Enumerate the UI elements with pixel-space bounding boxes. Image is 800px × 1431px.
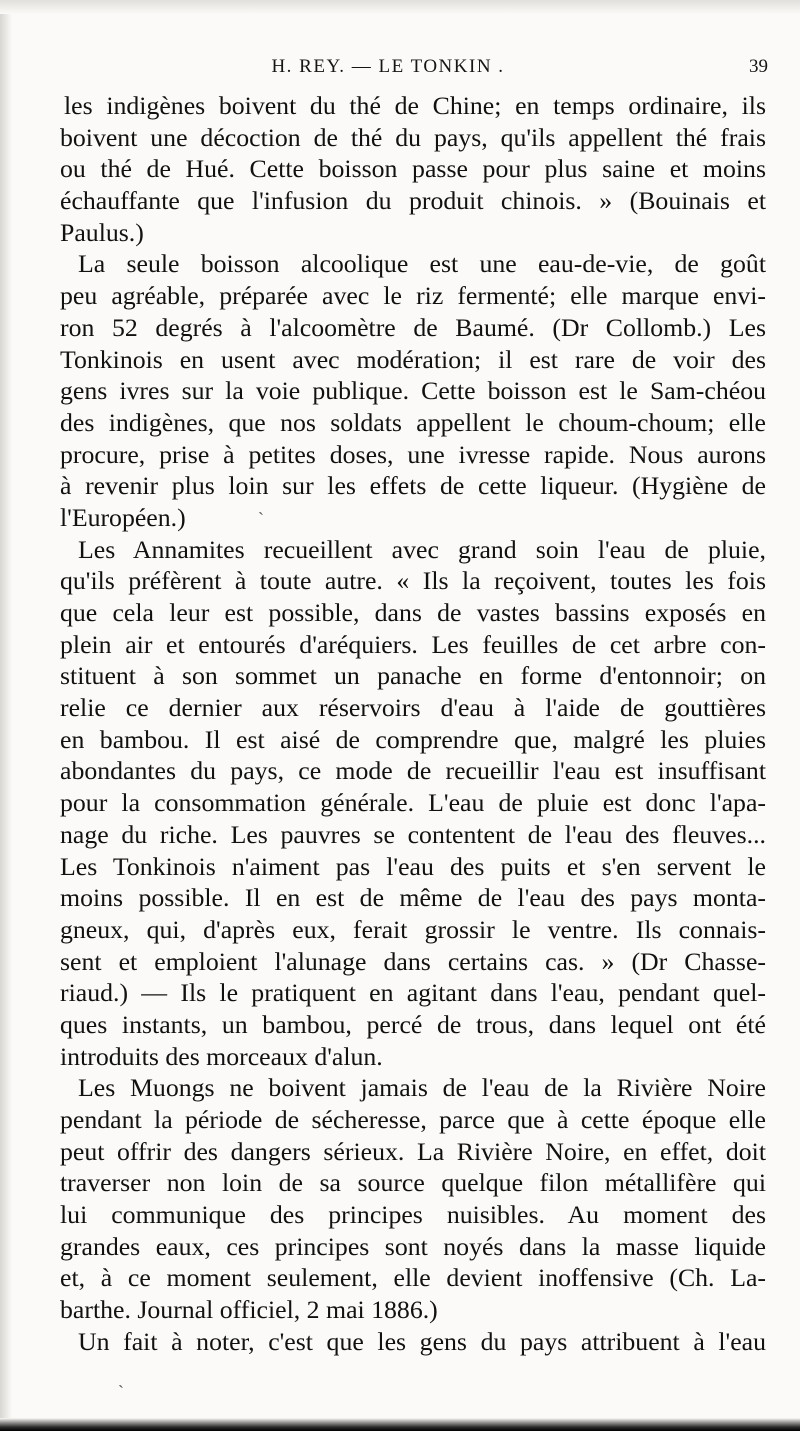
text-line: abondantes du pays, ce mode de recueillir l'eau est insuffisant [60, 756, 766, 786]
text-line: sent et emploient l'alunage dans certains cas. » (Dr Chasse- [60, 946, 766, 976]
text-line: à revenir plus loin sur les effets de cette liqueur. (Hygiène de [60, 471, 766, 501]
stray-ink-mark: ˏ [258, 495, 264, 515]
text-line: gneux, qui, d'après eux, ferait grossir le ventre. Ils connais- [60, 914, 766, 944]
text-line: riaud.) — Ils le pratiquent en agitant dans l'eau, pendant quel- [60, 978, 766, 1008]
text-line: peut offrir des dangers sérieux. La Rivière Noire, en effet, doit [60, 1136, 766, 1166]
text-line: ron 52 degrés à l'alcoomètre de Baumé. (Dr Collomb.) Les [60, 312, 766, 342]
text-line: lui communique des principes nuisibles. Au moment des [60, 1200, 766, 1230]
text-line: ou thé de Hué. Cette boisson passe pour plus saine et moins [60, 154, 766, 184]
text-line: plein air et entourés d'aréquiers. Les feuilles de cet arbre con- [60, 629, 766, 659]
stray-ink-mark: ˎ [118, 1368, 124, 1388]
running-head: H. REY. — LE TONKIN . [271, 56, 505, 77]
text-line: moins possible. Il en est de même de l'eau des pays monta- [60, 883, 766, 913]
body-text [60, 90, 766, 1358]
text-line: l'Européen.) [60, 502, 186, 532]
text-line: en bambou. Il est aisé de comprendre que, malgré les pluies [60, 724, 766, 754]
text-line: Les Annamites recueillent avec grand soin l'eau de pluie, [78, 534, 766, 564]
text-line: pour la consommation générale. L'eau de pluie est donc l'apa- [60, 788, 766, 818]
text-line: peu agréable, préparée avec le riz fermenté; elle marque envi- [60, 281, 766, 311]
text-line: pendant la période de sécheresse, parce que à cette époque elle [60, 1105, 766, 1134]
text-line: qu'ils préfèrent à toute autre. « Ils la reçoivent, toutes les fois [60, 566, 766, 596]
page-top-edge [0, 0, 800, 14]
text-line: les indigènes boivent du thé de Chine; en temps ordinaire, ils [64, 91, 766, 120]
text-line: et, à ce moment seulement, elle devient inoffensive (Ch. La- [60, 1263, 766, 1293]
text-line: stituent à son sommet un panache en forme d'entonnoir; on [60, 661, 766, 691]
text-line: La seule boisson alcoolique est une eau-de-vie, de goût [78, 249, 766, 279]
page-number: 39 [749, 56, 768, 77]
text-line: Les Muongs ne boivent jamais de l'eau de la Rivière Noire [78, 1073, 766, 1103]
text-line: introduits des morceaux d'alun. [60, 1041, 383, 1071]
text-line: Les Tonkinois n'aiment pas l'eau des puits et s'en servent le [60, 851, 766, 881]
text-line: relie ce dernier aux réservoirs d'eau à l'aide de gouttières [60, 693, 766, 723]
page-bottom-edge [0, 1418, 800, 1431]
page-binding-shadow [0, 0, 12, 1431]
text-line: barthe. Journal officiel, 2 mai 1886.) [60, 1295, 438, 1325]
text-line: ques instants, un bambou, percé de trous, dans lequel ont été [60, 1009, 766, 1039]
text-line: Un fait à noter, c'est que les gens du pays attribuent à l'eau [78, 1326, 766, 1356]
page-header [78, 54, 768, 88]
text-line: nage du riche. Les pauvres se contentent de l'eau des fleuves... [60, 819, 766, 849]
text-line: que cela leur est possible, dans de vastes bassins exposés en [60, 598, 766, 627]
text-line: traverser non loin de sa source quelque filon métallifère qui [60, 1168, 766, 1198]
text-line: Tonkinois en usent avec modération; il est rare de voir des [60, 344, 766, 374]
text-line: Paulus.) [60, 217, 144, 247]
text-line: des indigènes, que nos soldats appellent le choum-choum; elle [60, 407, 766, 437]
text-line: procure, prise à petites doses, une ivresse rapide. Nous aurons [60, 439, 766, 469]
text-line: grandes eaux, ces principes sont noyés dans la masse liquide [60, 1231, 766, 1261]
text-line: échauffante que l'infusion du produit chinois. » (Bouinais et [60, 186, 766, 216]
text-line: boivent une décoction de thé du pays, qu'ils appellent thé frais [60, 122, 766, 152]
text-line: gens ivres sur la voie publique. Cette boisson est le Sam-chéou [60, 376, 766, 406]
